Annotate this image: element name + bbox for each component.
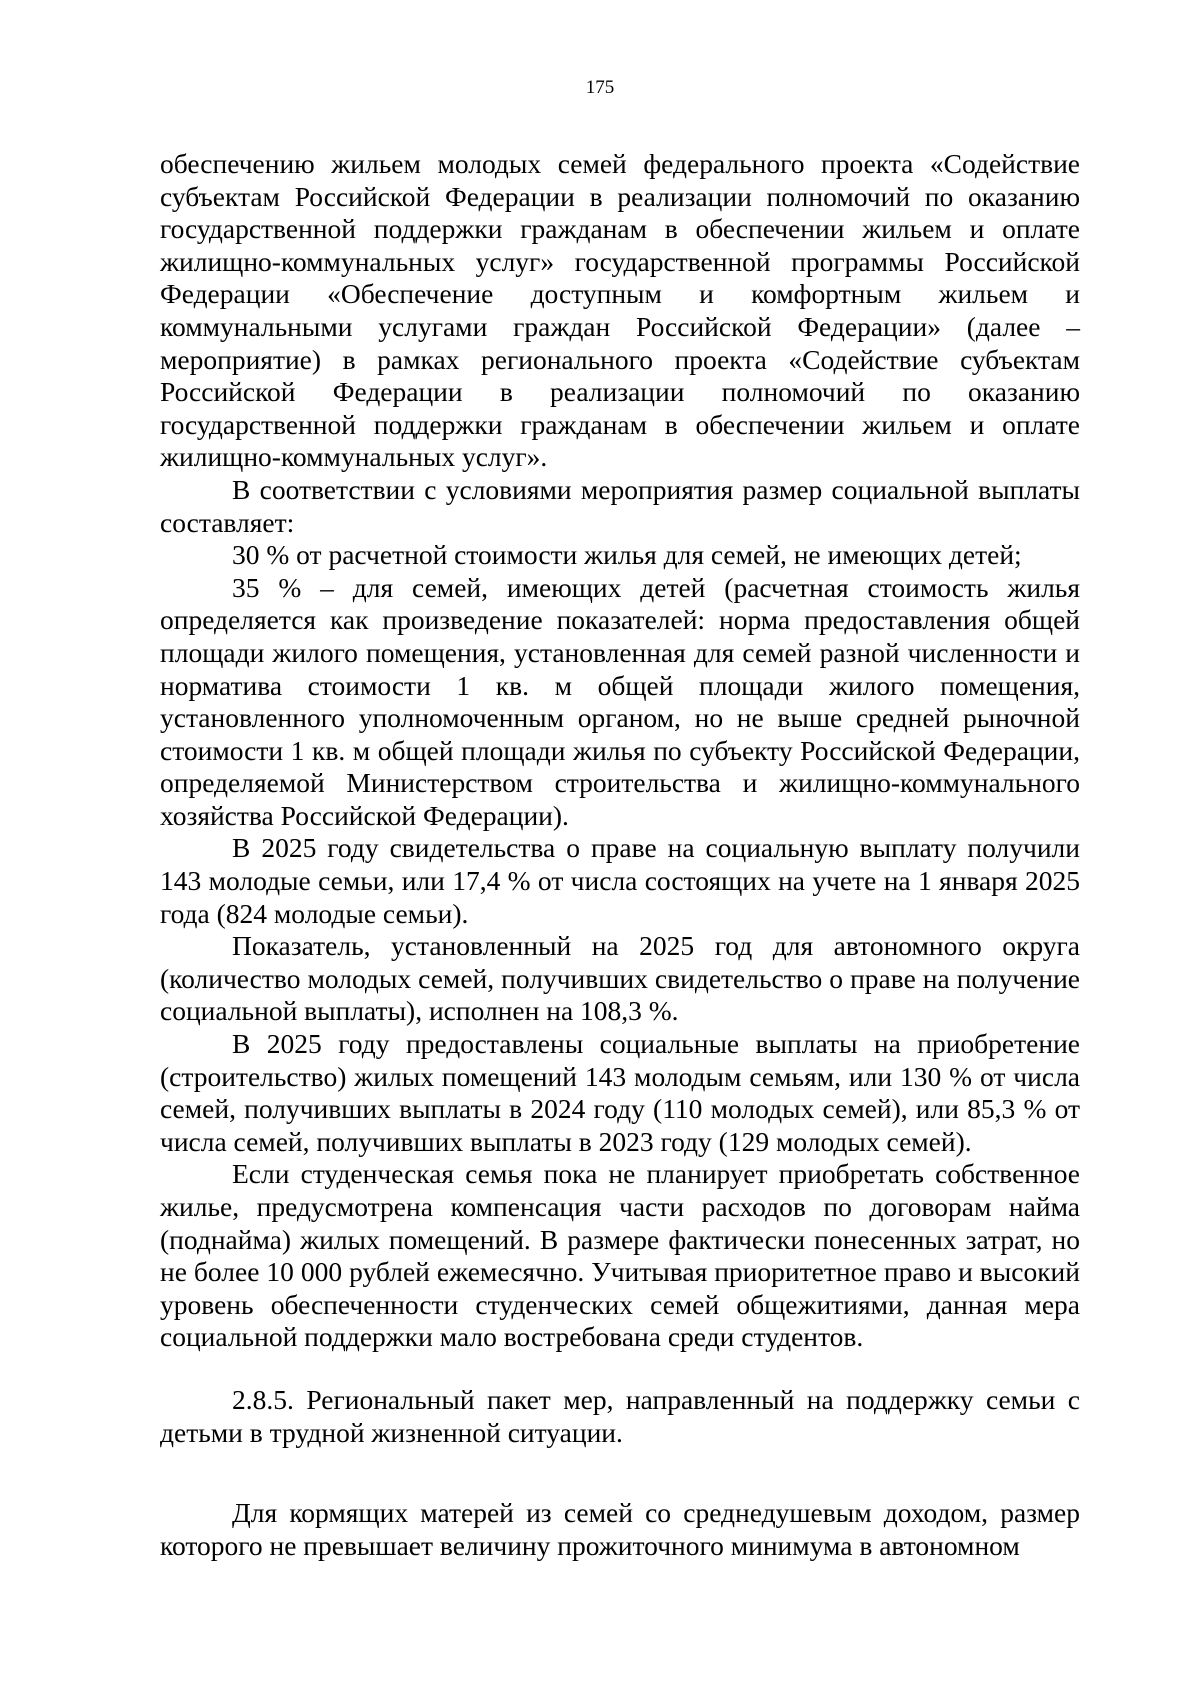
paragraph-35-percent: 35 % – для семей, имеющих детей (расчетная стоимость жилья определяется как произведение показателей: норма предоставления общей площади жилого помещения, установленная для семей разной численности и норматива стоимости 1 кв. м общей площади жилого помещения, установленного уполномоченным органом, но не выше средней рыночной стоимости 1 кв. м общей площади жилья по субъекту Российской Федерации, определяемой Министерством строительства и жилищно-коммунального хозяйства Российской Федерации). (160, 571, 1080, 831)
paragraph-indicator: Показатель, установленный на 2025 год для автономного округа (количество молодых семей, получивших свидетельство о праве на получение социальной выплаты), исполнен на 108,3 %. (160, 930, 1080, 1027)
paragraph-payments-2025: В 2025 году предоставлены социальные выплаты на приобретение (строительство) жилых помещений 143 молодым семьям, или 130 % от числа семей, получивших выплаты в 2024 году (110 молодых семей), или 85,3 % от числа семей, получивших выплаты в 2023 году (129 молодых семей). (160, 1028, 1080, 1157)
paragraph-payment-size: В соответствии с условиями мероприятия размер социальной выплаты составляет: (160, 473, 1080, 538)
paragraph-certificates-2025: В 2025 году свидетельства о праве на социальную выплату получили 143 молодые семьи, или 17,4 % от числа состоящих на учете на 1 января 2025 года (824 молодые семьи). (160, 832, 1080, 929)
page-number: 175 (585, 77, 615, 98)
paragraph-nursing-mothers: Для кормящих матерей из семей со среднедушевым доходом, размер которого не превышает величину прожиточного минимума в автономном (160, 1497, 1080, 1561)
paragraph-student-family: Если студенческая семья пока не планирует приобретать собственное жилье, предусмотрена компенсация части расходов по договорам найма (поднайма) жилых помещений. В размере фактически понесенных затрат, но не более 10 000 рублей ежемесячно. Учитывая приоритетное право и высокий уровень обеспеченности студенческих семей общежитиями, данная мера социальной поддержки мало востребована среди студентов. (160, 1158, 1080, 1353)
paragraph-continuation: обеспечению жильем молодых семей федерального проекта «Содействие субъектам Российской Федерации в реализации полномочий по оказанию государственной поддержки гражданам в обеспечении жильем и оплате жилищно-коммунальных услуг» государственной программы Российской Федерации «Обеспечение доступным и комфортным жильем и коммунальными услугами граждан Российской Федерации» (далее – мероприятие) в рамках регионального проекта «Содействие субъектам Российской Федерации в реализации полномочий по оказанию государственной поддержки гражданам в обеспечении жильем и оплате жилищно-коммунальных услуг». (160, 148, 1080, 473)
paragraph-30-percent: 30 % от расчетной стоимости жилья для семей, не имеющих детей; (232, 539, 1022, 571)
section-heading: 2.8.5. Региональный пакет мер, направленный на поддержку семьи с детьми в трудной жизненной ситуации. (160, 1383, 1080, 1448)
page-content (160, 148, 1080, 1562)
